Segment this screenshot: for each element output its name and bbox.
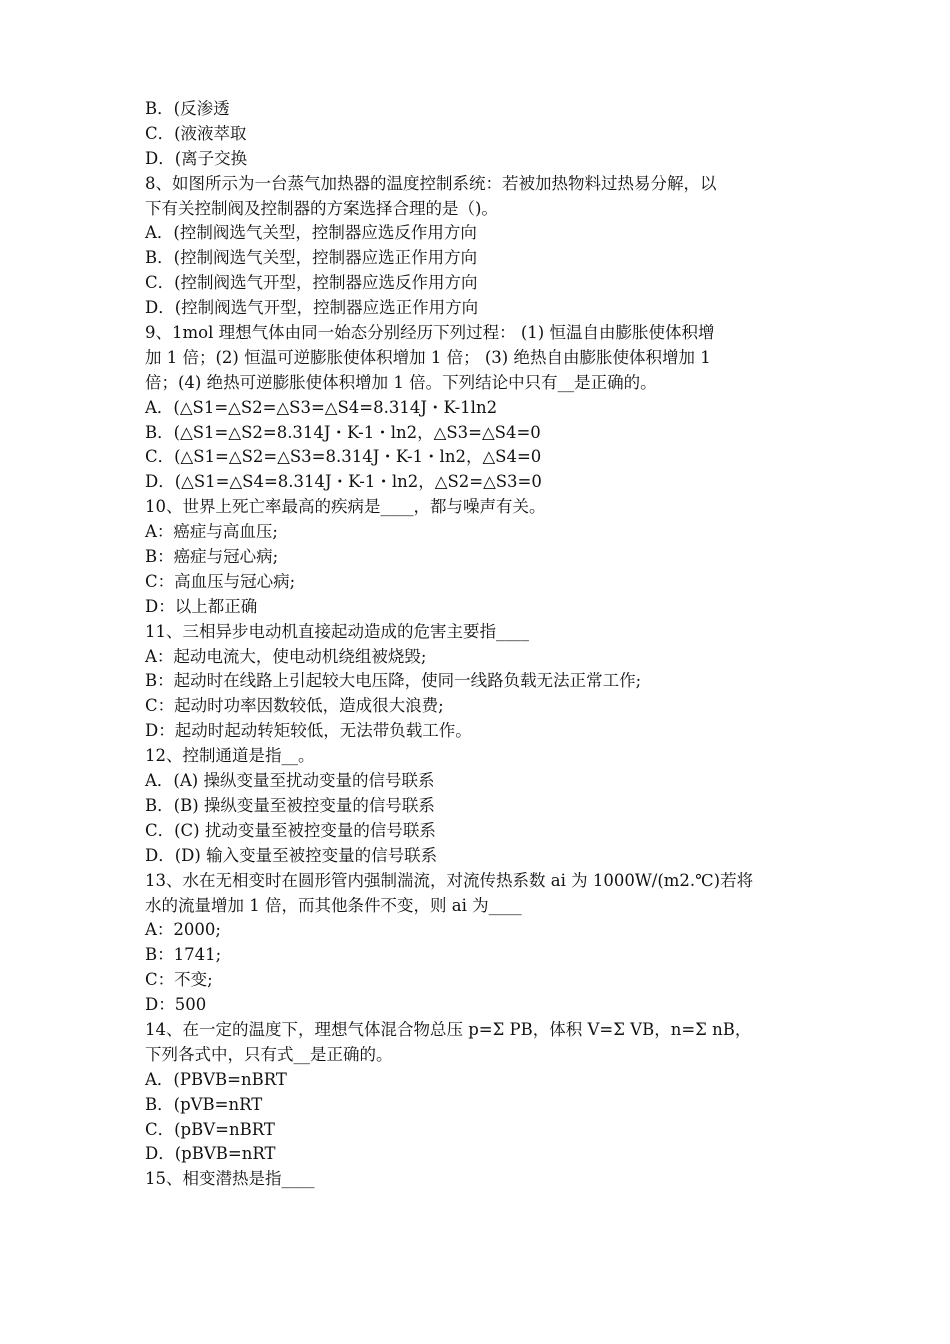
- option-line: D．(离子交换: [145, 148, 248, 168]
- question-11-line: 11、三相异步电动机直接起动造成的危害主要指____: [145, 621, 529, 641]
- option-line: B．(pVB=nRT: [145, 1094, 263, 1114]
- question-9-line: 加 1 倍；(2) 恒温可逆膨胀使体积增加 1 倍； (3) 绝热自由膨胀使体积增加 1: [145, 347, 711, 367]
- question-13-line: 水的流量增加 1 倍，而其他条件不变，则 ai 为____: [145, 895, 522, 915]
- question-9-line: 倍；(4) 绝热可逆膨胀使体积增加 1 倍。下列结论中只有__是正确的。: [145, 372, 657, 392]
- option-line: A．(控制阀选气关型，控制器应选反作用方向: [145, 223, 477, 243]
- option-line: C：不变;: [145, 970, 213, 990]
- question-8-line: 8、如图所示为一台蒸气加热器的温度控制系统：若被加热物料过热易分解，以: [145, 173, 717, 193]
- question-8-line: 下有关控制阀及控制器的方案选择合理的是（)。: [145, 198, 498, 218]
- question-14-line: 下列各式中，只有式__是正确的。: [145, 1044, 393, 1064]
- option-line: B．(B) 操纵变量至被控变量的信号联系: [145, 795, 435, 815]
- option-line: C：起动时功率因数较低，造成很大浪费;: [145, 696, 444, 716]
- question-text-body: [145, 97, 807, 1192]
- option-line: A：起动电流大，使电动机绕组被烧毁;: [145, 646, 427, 666]
- option-line: C：高血压与冠心病;: [145, 571, 296, 591]
- option-line: D：起动时起动转矩较低，无法带负载工作。: [145, 721, 472, 741]
- option-line: D．(D) 输入变量至被控变量的信号联系: [145, 845, 438, 865]
- option-line: C．(控制阀选气开型，控制器应选反作用方向: [145, 273, 478, 293]
- question-12-line: 12、控制通道是指__。: [145, 746, 315, 766]
- question-15-line: 15、相变潜热是指____: [145, 1169, 315, 1189]
- option-line: B：1741;: [145, 945, 222, 965]
- option-line: A．(△S1=△S2=△S3=△S4=8.314J・K-1ln2: [145, 397, 498, 417]
- option-line: C．(△S1=△S2=△S3=8.314J・K-1・ln2，△S4=0: [145, 447, 542, 467]
- option-line: C．(C) 扰动变量至被控变量的信号联系: [145, 820, 436, 840]
- option-line: D：500: [145, 995, 207, 1015]
- option-line: B．(控制阀选气关型，控制器应选正作用方向: [145, 248, 478, 268]
- option-line: B．(反渗透: [145, 99, 230, 118]
- option-line: D：以上都正确: [145, 596, 258, 616]
- option-line: B．(△S1=△S2=8.314J・K-1・ln2，△S3=△S4=0: [145, 422, 541, 442]
- question-13-line: 13、水在无相变时在圆形管内强制湍流，对流传热系数 ai 为 1000W/(m2.℃)若将: [145, 870, 754, 890]
- option-line: B：起动时在线路上引起较大电压降，使同一线路负载无法正常工作;: [145, 671, 642, 691]
- question-10-line: 10、世界上死亡率最高的疾病是____，都与噪声有关。: [145, 497, 546, 517]
- option-line: D．(pBVB=nRT: [145, 1144, 276, 1164]
- option-line: A：癌症与高血压;: [145, 522, 278, 542]
- option-line: A：2000;: [145, 920, 221, 940]
- option-line: A．(A) 操纵变量至扰动变量的信号联系: [145, 771, 435, 791]
- option-line: C．(pBV=nBRT: [145, 1119, 275, 1139]
- option-line: D．(△S1=△S4=8.314J・K-1・ln2，△S2=△S3=0: [145, 472, 542, 492]
- option-line: C．(液液萃取: [145, 123, 247, 143]
- question-14-line: 14、在一定的温度下，理想气体混合物总压 p=Σ PB，体积 V=Σ VB，n=Σ nB，: [145, 1019, 752, 1039]
- option-line: B：癌症与冠心病;: [145, 547, 279, 567]
- option-line: D．(控制阀选气开型，控制器应选正作用方向: [145, 298, 479, 318]
- option-line: A．(PBVB=nBRT: [145, 1069, 287, 1089]
- question-9-line: 9、1mol 理想气体由同一始态分别经历下列过程： (1) 恒温自由膨胀使体积增: [145, 323, 715, 343]
